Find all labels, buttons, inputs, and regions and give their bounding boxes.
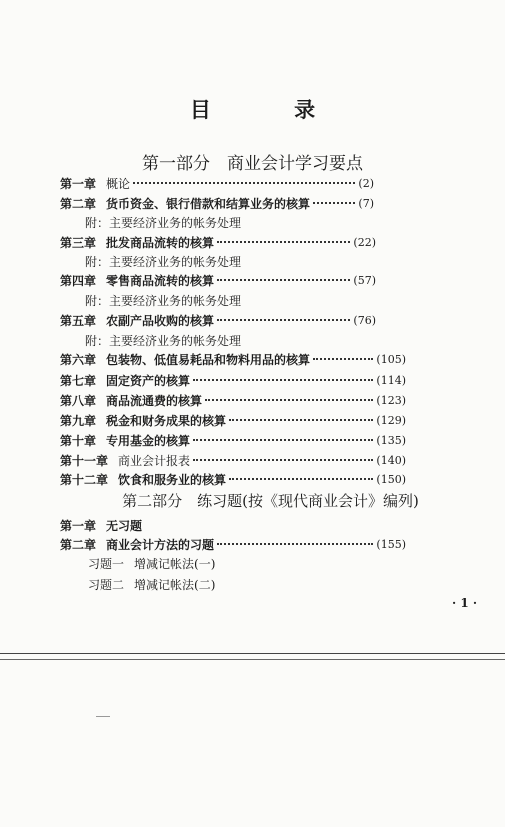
toc-leader [193, 459, 373, 461]
toc-title: 商品流通费的核算 [106, 393, 203, 408]
toc-title: 专用基金的核算 [106, 433, 191, 448]
toc-page: (114) [376, 373, 406, 387]
toc-entry [60, 390, 406, 410]
toc-leader [217, 279, 350, 281]
toc-entry [60, 270, 376, 290]
toc-page: (129) [376, 413, 406, 427]
toc-chapter: 第九章 [60, 413, 97, 428]
toc-title: 批发商品流转的核算 [106, 235, 215, 250]
divider-line [0, 653, 505, 654]
toc-leader [313, 358, 373, 360]
page-number: · 1 · [452, 596, 478, 610]
toc-title: 税金和财务成果的核算 [106, 413, 227, 428]
toc-entry [60, 515, 260, 535]
toc-page: (105) [376, 352, 406, 366]
toc-chapter: 第六章 [60, 352, 97, 367]
toc-chapter: 第十二章 [60, 472, 109, 487]
toc-entry [60, 370, 406, 390]
appendix-note: 附：主要经济业务的帐务处理 [85, 255, 242, 269]
exercise-label: 习题二 [88, 577, 125, 592]
toc-leader [133, 182, 355, 184]
toc-page: (22) [353, 235, 376, 249]
toc-leader [229, 419, 373, 421]
toc-chapter: 第七章 [60, 373, 97, 388]
toc-chapter: 第五章 [60, 313, 97, 328]
toc-page: (155) [376, 537, 406, 551]
toc-leader [217, 241, 350, 243]
toc-title: 饮食和服务业的核算 [118, 472, 227, 487]
toc-title: 零售商品流转的核算 [106, 273, 215, 288]
toc-title: 农副产品收购的核算 [106, 313, 215, 328]
toc-page: (76) [353, 313, 376, 327]
toc-entry [60, 173, 374, 193]
toc-chapter: 第二章 [60, 196, 97, 211]
toc-entry [60, 410, 406, 430]
toc-page: (2) [358, 176, 374, 190]
toc-chapter: 第八章 [60, 393, 97, 408]
toc-title: 概论 [106, 176, 131, 191]
toc-chapter: 第一章 [60, 176, 97, 191]
toc-chapter: 第一章 [60, 518, 97, 533]
toc-chapter: 第二章 [60, 537, 97, 552]
toc-leader [313, 202, 355, 204]
toc-chapter: 第四章 [60, 273, 97, 288]
toc-title: 固定资产的核算 [106, 373, 191, 388]
exercise-entry [88, 574, 288, 594]
toc-entry [60, 193, 374, 213]
toc-chapter: 第十章 [60, 433, 97, 448]
toc-entry [60, 310, 376, 330]
toc-title: 商业会计报表 [118, 453, 191, 468]
toc-leader [217, 319, 350, 321]
toc-chapter: 第十一章 [60, 453, 109, 468]
toc-page: (140) [376, 453, 406, 467]
toc-title: 商业会计方法的习题 [106, 537, 215, 552]
exercise-label: 习题一 [88, 556, 125, 571]
toc-page: (150) [376, 472, 406, 486]
exercise-title: 增减记帐法(一) [134, 556, 216, 571]
toc-leader [217, 543, 373, 545]
scan-mark [96, 716, 110, 717]
appendix-note: 附：主要经济业务的帐务处理 [85, 294, 242, 308]
toc-entry [60, 450, 406, 470]
toc-page: (123) [376, 393, 406, 407]
toc-entry [60, 232, 376, 252]
toc-leader [193, 439, 373, 441]
toc-leader [205, 399, 373, 401]
appendix-note: 附：主要经济业务的帐务处理 [85, 216, 242, 230]
toc-page: (135) [376, 433, 406, 447]
toc-chapter: 第三章 [60, 235, 97, 250]
exercise-entry [88, 553, 288, 573]
toc-title: 包装物、低值易耗品和物料用品的核算 [106, 352, 311, 367]
toc-leader [193, 379, 373, 381]
page-title: 目 录 [189, 97, 354, 122]
appendix-note: 附：主要经济业务的帐务处理 [85, 334, 242, 348]
toc-entry [60, 349, 406, 369]
toc-entry [60, 534, 406, 554]
toc-entry [60, 430, 406, 450]
toc-page: (57) [353, 273, 376, 287]
part1-heading: 第一部分 商业会计学习要点 [142, 154, 363, 174]
exercise-title: 增减记帐法(二) [134, 577, 216, 592]
toc-leader [229, 478, 373, 480]
toc-title: 货币资金、银行借款和结算业务的核算 [106, 196, 311, 211]
part2-heading: 第二部分 练习题(按《现代商业会计》编列) [122, 492, 419, 510]
toc-title: 无习题 [106, 518, 143, 533]
toc-entry [60, 469, 406, 489]
toc-page: (7) [358, 196, 374, 210]
divider-line [0, 659, 505, 660]
